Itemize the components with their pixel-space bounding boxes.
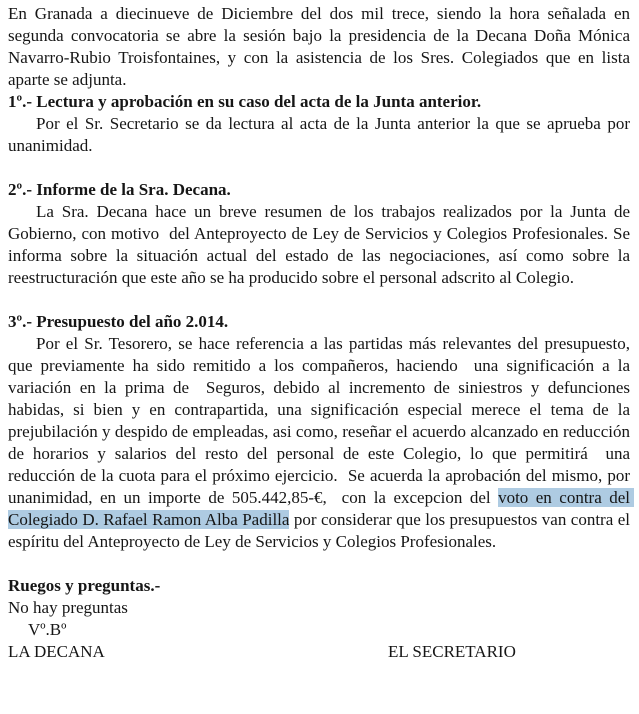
section-3-body-after: por considerar que los presupuestos van contra el espíritu del Anteproyecto de Ley de Servicios y Colegios Profesionales.	[8, 510, 635, 551]
vobo-line: Vº.Bº	[28, 620, 67, 639]
signature-el-secretario: EL SECRETARIO	[388, 642, 516, 661]
signature-row	[8, 641, 630, 663]
section-3-heading: 3º.- Presupuesto del año 2.014.	[8, 312, 229, 331]
no-questions-line: No hay preguntas	[8, 598, 128, 617]
section-1-heading: 1º.- Lectura y aprobación en su caso del acta de la Junta anterior.	[8, 92, 482, 111]
section-3-body	[8, 333, 635, 553]
section-2-body: La Sra. Decana hace un breve resumen de los trabajos realizados por la Junta de Gobierno, con motivo del Anteproyecto de Ley de Servicios y Colegios Profesionales. Se informa sobre la situación actual del estado de las negociaciones, así como sobre la reestructuración que este año se ha producido sobre el personal adscrito al Colegio.	[8, 202, 635, 287]
section-1-body: Por el Sr. Secretario se da lectura al acta de la Junta anterior la que se aprueba por unanimidad.	[8, 114, 635, 155]
selection-highlight: voto en contra del Colegiado D. Rafael Ramon Alba Padilla	[8, 488, 635, 529]
section-3-body-before: Por el Sr. Tesorero, se hace referencia a las partidas más relevantes del presupuesto, que previamente ha sido remitido a los compañeros, haciendo una significación a la variación en la prima de Seguros, debido al incremento de siniestros y defunciones habidas, si bien y en contrapartida, una significación especial merece el tema de la prejubilación y despido de empleadas, asi como, reseñar el acuerdo alcanzado en reducción de horarios y salarios del resto del personal de este Colegio, lo que permitirá una reducción de la cuota para el próximo ejercicio. Se acuerda la aprobación del mismo, por unanimidad, en un importe de 505.442,85-€, con la excepcion del	[8, 334, 635, 507]
signature-la-decana: LA DECANA	[8, 642, 105, 661]
intro-paragraph: En Granada a diecinueve de Diciembre del dos mil trece, siendo la hora señalada en segunda convocatoria se abre la sesión bajo la presidencia de la Decana Doña Mónica Navarro-Rubio Troisfontaines, y con la asistencia de los Sres. Colegiados que en lista aparte se adjunta.	[8, 4, 635, 89]
ruegos-heading: Ruegos y preguntas.-	[8, 576, 161, 595]
section-2-heading: 2º.- Informe de la Sra. Decana.	[8, 180, 231, 199]
